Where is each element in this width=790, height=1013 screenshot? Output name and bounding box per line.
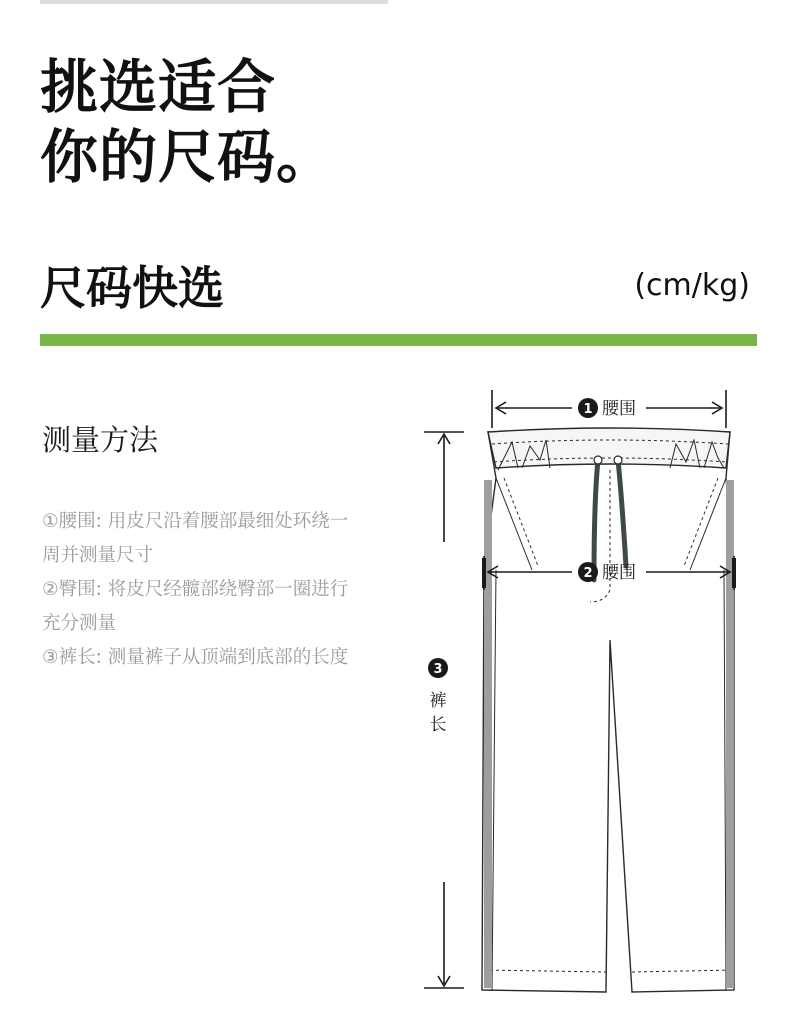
method-item-hip: ②臀围: 将皮尺经髋部绕臀部一圈进行充分测量 [42,579,349,634]
method-title: 测量方法 [42,423,159,457]
pants-outline [482,432,734,992]
method-item-waist: ①腰围: 用皮尺沿着腰部最细处环绕一周并测量尺寸 [42,511,349,566]
pants-measurement-diagram [400,370,790,1010]
page-title-line1: 挑选适合 [40,53,277,121]
top-divider [40,0,388,4]
unit-label: (cm/kg) [634,268,750,303]
section-title: 尺码快选 [40,261,224,315]
waist-number: 1 [583,402,593,417]
method-item-length: ③裤长: 测量裤子从顶端到底部的长度 [42,647,349,668]
length-label-line2: 长 [429,715,447,735]
left-side-stripe [484,480,492,988]
page-title-line2: 你的尺码。 [40,123,336,191]
right-side-stripe [726,480,734,988]
method-list [42,505,362,675]
length-label-line1: 裤 [429,691,447,711]
section-divider [40,334,757,346]
hip-label: 腰围 [602,563,636,583]
waist-label: 腰围 [602,399,636,419]
length-number: 3 [433,662,443,677]
page-title [40,52,335,192]
pants-svg [400,370,790,1010]
hip-number: 2 [583,566,593,581]
